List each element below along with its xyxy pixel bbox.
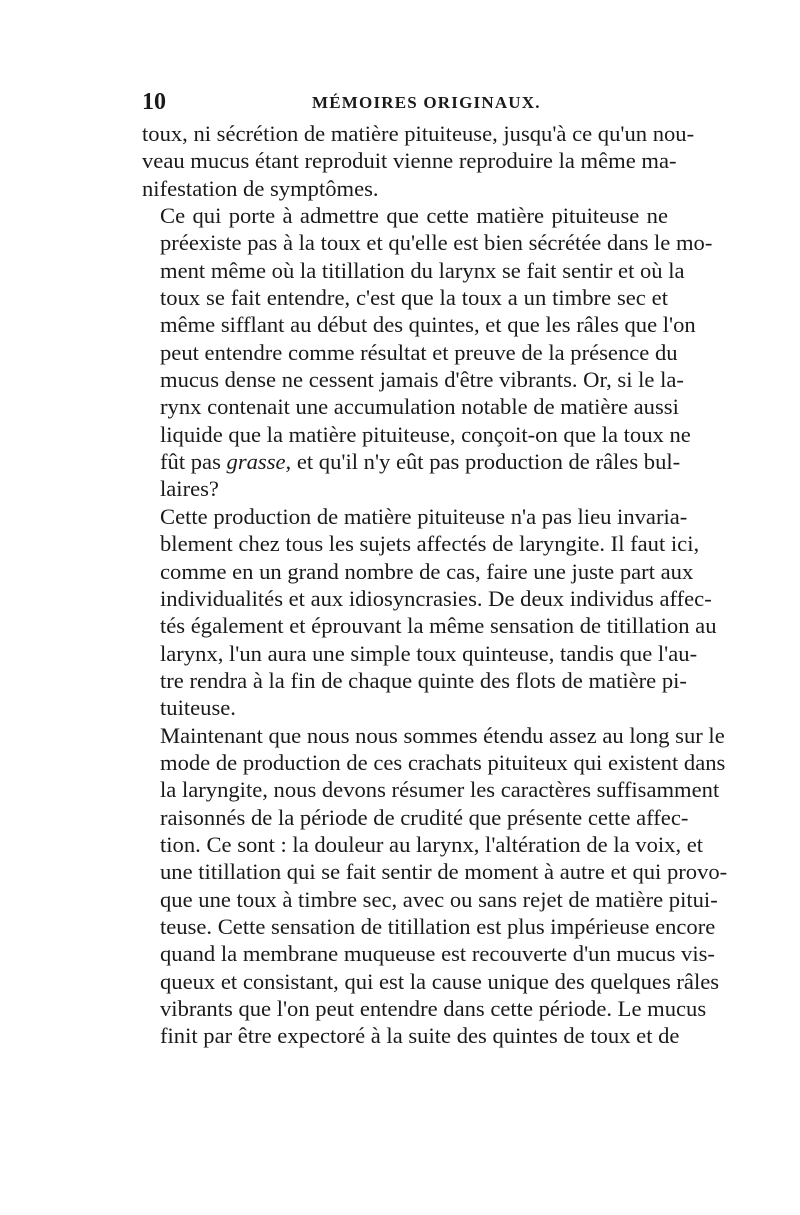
text-line: queux et consistant, qui est la cause unique des quelques râles [160, 968, 720, 994]
text-line: finit par être expectoré à la suite des quintes de toux et de [160, 1023, 680, 1049]
paragraph-2 [142, 202, 713, 503]
text-line: vibrants que l'on peut entendre dans cette période. Le mucus [160, 996, 707, 1021]
text-line: ment même où la titillation du larynx se fait sentir et où la [160, 257, 685, 283]
text-line: Ce qui porte à admettre que cette matière pituiteuse ne [160, 203, 668, 229]
text-line: Cette production de matière pituiteuse n'a pas lieu invaria- [160, 503, 688, 529]
text-line: préexiste pas à la toux et qu'elle est bien sécrétée dans le mo- [160, 230, 713, 256]
text-line: tés également et éprouvant la même sensation de titillation au [160, 613, 717, 639]
text-line: tuiteuse. [160, 695, 236, 721]
text-line: mucus dense ne cessent jamais d'être vibrants. Or, si le la- [160, 367, 684, 393]
text-line: raisonnés de la période de crudité que présente cette affec- [160, 804, 689, 830]
text-line: tion. Ce sont : la douleur au larynx, l'altération de la voix, et [160, 831, 704, 857]
paragraph-4 [142, 722, 728, 1050]
running-title: MÉMOIRES ORIGINAUX. [312, 93, 541, 112]
text-line: liquide que la matière pituiteuse, conçoit-on que la toux ne [160, 421, 691, 447]
text-line: rynx contenait une accumulation notable de matière aussi [160, 394, 679, 420]
text-line: fût pas grasse, et qu'il n'y eût pas production de râles bul- [160, 449, 681, 475]
italic-word: grasse, [226, 449, 292, 475]
text-line: tre rendra à la fin de chaque quinte des flots de matière pi- [160, 667, 687, 693]
text-line: larynx, l'un aura une simple toux quinteuse, tandis que l'au- [160, 640, 698, 666]
text-line: nifestation de symptômes. [142, 175, 379, 201]
text-line: individualités et aux idiosyncrasies. De deux individus affec- [160, 585, 712, 611]
text-line: teuse. Cette sensation de titillation est plus impérieuse encore [160, 913, 716, 939]
text-line: que une toux à timbre sec, avec ou sans rejet de matière pitui- [160, 886, 718, 912]
text-line: même sifflant au début des quintes, et que les râles que l'on [160, 312, 696, 338]
text-line: peut entendre comme résultat et preuve de la présence du [160, 339, 678, 365]
text-line: Maintenant que nous nous sommes étendu assez au long sur le [160, 722, 725, 748]
paragraph-3 [142, 503, 717, 722]
paragraph-1 [142, 120, 695, 202]
text-line: laires? [160, 476, 219, 502]
body-text [142, 120, 728, 1050]
text-line: mode de production de ces crachats pituiteux qui existent dans [160, 749, 726, 775]
page-number: 10 [142, 89, 166, 115]
text-line: la laryngite, nous devons résumer les caractères suffisamment [160, 777, 720, 803]
text-line: toux se fait entendre, c'est que la toux a un timbre sec et [160, 285, 668, 311]
text-line: toux, ni sécrétion de matière pituiteuse, jusqu'à ce qu'un nou- [142, 121, 695, 146]
running-head [142, 88, 662, 116]
text-line: blement chez tous les sujets affectés de laryngite. Il faut ici, [160, 531, 700, 557]
text-line: une titillation qui se fait sentir de moment à autre et qui provo- [160, 859, 728, 885]
text-line: veau mucus étant reproduit vienne reproduire la même ma- [142, 148, 677, 174]
text-line: quand la membrane muqueuse est recouverte d'un mucus vis- [160, 941, 715, 967]
text-line: comme en un grand nombre de cas, faire une juste part aux [160, 558, 694, 584]
